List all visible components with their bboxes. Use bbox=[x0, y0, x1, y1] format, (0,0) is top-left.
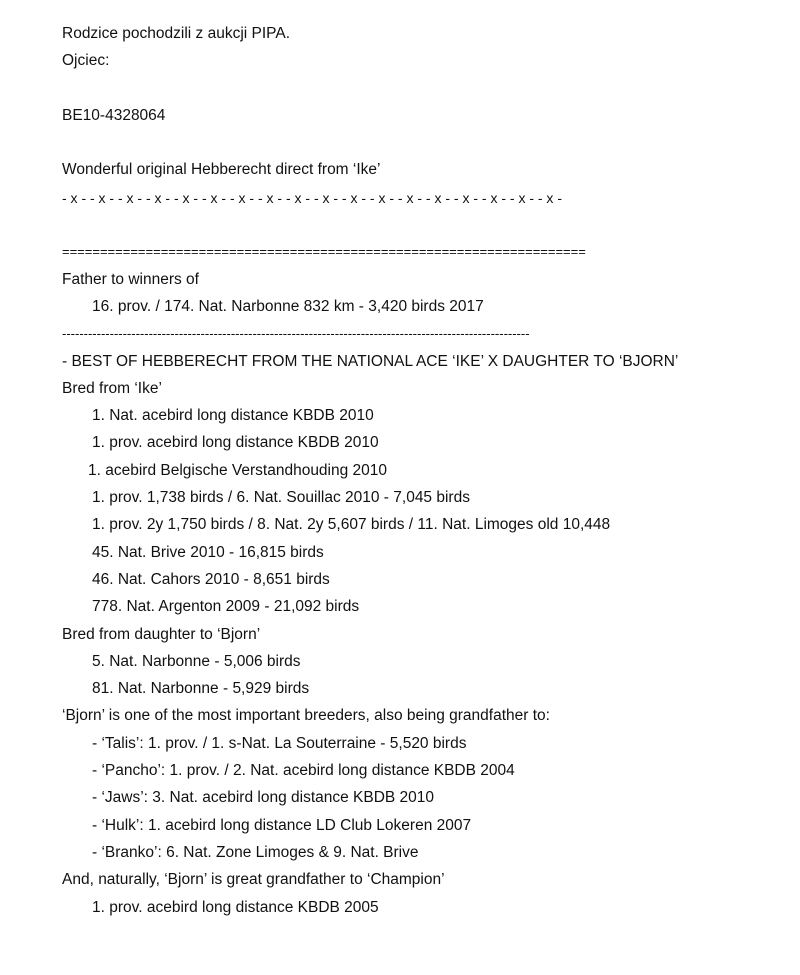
intro-text: Rodzice pochodzili z aukcji PIPA. bbox=[62, 25, 291, 42]
ike-result-special: 1. acebird Belgische Verstandhouding 2010 bbox=[88, 461, 388, 479]
x-separator: - x - - x - - x - - x - - x - - x - - x - - x - - x - - x - - x - - x - - x - - x - - x - - x - - x - - x - bbox=[62, 189, 562, 206]
daughter-result: 5. Nat. Narbonne - 5,006 birds bbox=[92, 652, 301, 670]
father-to-winners-heading: Father to winners of bbox=[62, 270, 199, 288]
blank-line bbox=[62, 79, 722, 106]
blank-line bbox=[62, 215, 722, 242]
bred-from-ike-heading: Bred from ‘Ike’ bbox=[62, 379, 162, 397]
ike-result: 1. prov. acebird long distance KBDB 2010 bbox=[92, 434, 379, 452]
pedigree-document bbox=[62, 24, 722, 925]
ike-result: 778. Nat. Argenton 2009 - 21,092 birds bbox=[92, 598, 360, 616]
ike-result: 46. Nat. Cahors 2010 - 8,651 birds bbox=[92, 570, 330, 588]
champion-line: And, naturally, ‘Bjorn’ is great grandfather to ‘Champion’ bbox=[62, 871, 445, 889]
bjorn-grandchild: - ‘Talis’: 1. prov. / 1. s-Nat. La Souterraine - 5,520 birds bbox=[92, 734, 467, 752]
single-separator: ------------------------------------------------------------------------------------------------------------ bbox=[62, 326, 530, 342]
description-text: Wonderful original Hebberecht direct from ‘Ike’ bbox=[62, 161, 381, 179]
champion-result: 1. prov. acebird long distance KBDB 2005 bbox=[92, 898, 379, 916]
blank-line bbox=[62, 133, 722, 160]
ike-result: 1. Nat. acebird long distance KBDB 2010 bbox=[92, 407, 374, 425]
winner-result: 16. prov. / 174. Nat. Narbonne 832 km - 3,420 birds 2017 bbox=[92, 297, 484, 315]
bjorn-grandchild: - ‘Branko’: 6. Nat. Zone Limoges & 9. Nat. Brive bbox=[92, 843, 419, 861]
ike-result: 1. prov. 2y 1,750 birds / 8. Nat. 2y 5,607 birds / 11. Nat. Limoges old 10,448 bbox=[92, 516, 611, 534]
ike-result: 45. Nat. Brive 2010 - 16,815 birds bbox=[92, 543, 324, 561]
bjorn-intro: ‘Bjorn’ is one of the most important breeders, also being grandfather to: bbox=[62, 707, 550, 725]
daughter-result: 81. Nat. Narbonne - 5,929 birds bbox=[92, 680, 310, 698]
father-label: Ojciec: bbox=[62, 52, 110, 70]
best-of-heading: - BEST OF HEBBERECHT FROM THE NATIONAL ACE ‘IKE’ X DAUGHTER TO ‘BJORN’ bbox=[62, 352, 679, 370]
ike-result: 1. prov. 1,738 birds / 6. Nat. Souillac 2010 - 7,045 birds bbox=[92, 489, 470, 507]
bjorn-grandchild: - ‘Jaws’: 3. Nat. acebird long distance KBDB 2010 bbox=[92, 789, 435, 807]
ring-number: BE10-4328064 bbox=[62, 106, 166, 124]
double-separator: ===================================================================== bbox=[62, 244, 586, 260]
bjorn-grandchild: - ‘Pancho’: 1. prov. / 2. Nat. acebird long distance KBDB 2004 bbox=[92, 762, 515, 780]
bjorn-grandchild: - ‘Hulk’: 1. acebird long distance LD Club Lokeren 2007 bbox=[92, 816, 472, 834]
bred-from-daughter-heading: Bred from daughter to ‘Bjorn’ bbox=[62, 625, 261, 643]
